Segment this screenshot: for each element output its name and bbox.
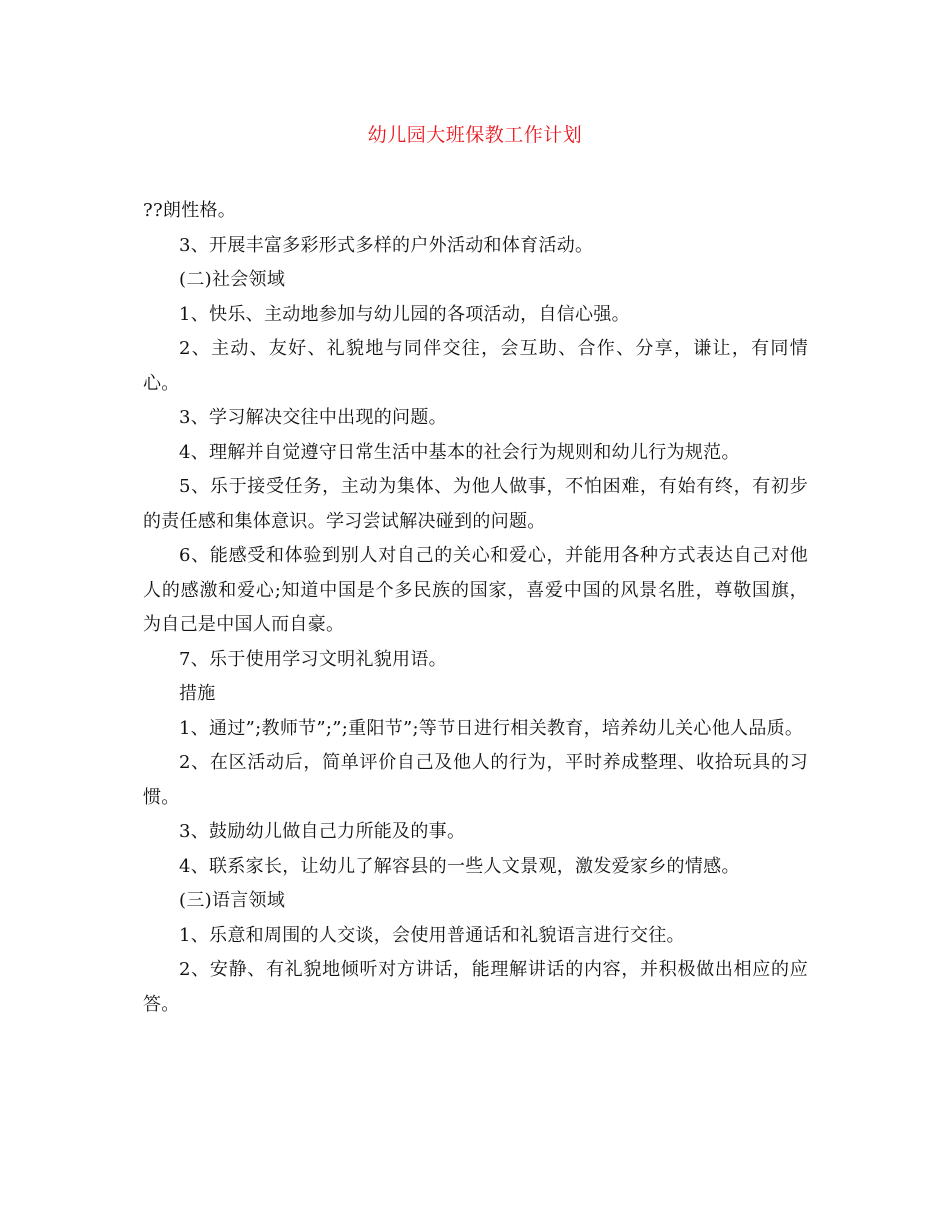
- section-heading: (三)语言领域: [179, 890, 286, 911]
- paragraph: 7、乐于使用学习文明礼貌用语。: [179, 648, 447, 670]
- page-title: 幼儿园大班保教工作计划: [367, 124, 583, 146]
- paragraph: 5、乐于接受任务，主动为集体、为他人做事，不怕困难，有始有终，有初步的责任感和集体意识。学习尝试解决碰到的问题。: [143, 476, 808, 532]
- paragraph: 6、能感受和体验到别人对自己的关心和爱心，并能用各种方式表达自己对他人的感激和爱心;知道中国是个多民族的国家，喜爱中国的风景名胜，尊敬国旗，为自己是中国人而自豪。: [143, 545, 808, 635]
- paragraph: 4、联系家长，让幼儿了解容县的一些人文景观，激发爱家乡的情感。: [179, 855, 740, 877]
- paragraph: 2、安静、有礼貌地倾听对方讲话，能理解讲话的内容，并积极做出相应的应答。: [143, 959, 808, 1015]
- paragraph: 3、开展丰富多彩形式多样的户外活动和体育活动。: [179, 234, 594, 256]
- paragraph: 3、鼓励幼儿做自己力所能及的事。: [179, 821, 466, 842]
- paragraph: ??朗性格。: [143, 200, 237, 221]
- document-body: [143, 194, 808, 1022]
- paragraph: 3、学习解决交往中出现的问题。: [179, 407, 447, 428]
- paragraph: 1、通过”;教师节”;”;重阳节”;等节日进行相关教育，培养幼儿关心他人品质。: [179, 717, 804, 739]
- paragraph: 4、理解并自觉遵守日常生活中基本的社会行为规则和幼儿行为规范。: [179, 441, 740, 463]
- paragraph: 2、在区活动后，简单评价自己及他人的行为，平时养成整理、收拾玩具的习惯。: [143, 752, 808, 808]
- paragraph: 1、快乐、主动地参加与幼儿园的各项活动，自信心强。: [179, 303, 630, 325]
- section-heading: (二)社会领域: [179, 269, 286, 290]
- paragraph: 2、主动、友好、礼貌地与同伴交往，会互助、合作、分享，谦让，有同情心。: [143, 338, 808, 394]
- section-heading: 措施: [179, 683, 216, 704]
- paragraph: 1、乐意和周围的人交谈，会使用普通话和礼貌语言进行交往。: [179, 924, 685, 946]
